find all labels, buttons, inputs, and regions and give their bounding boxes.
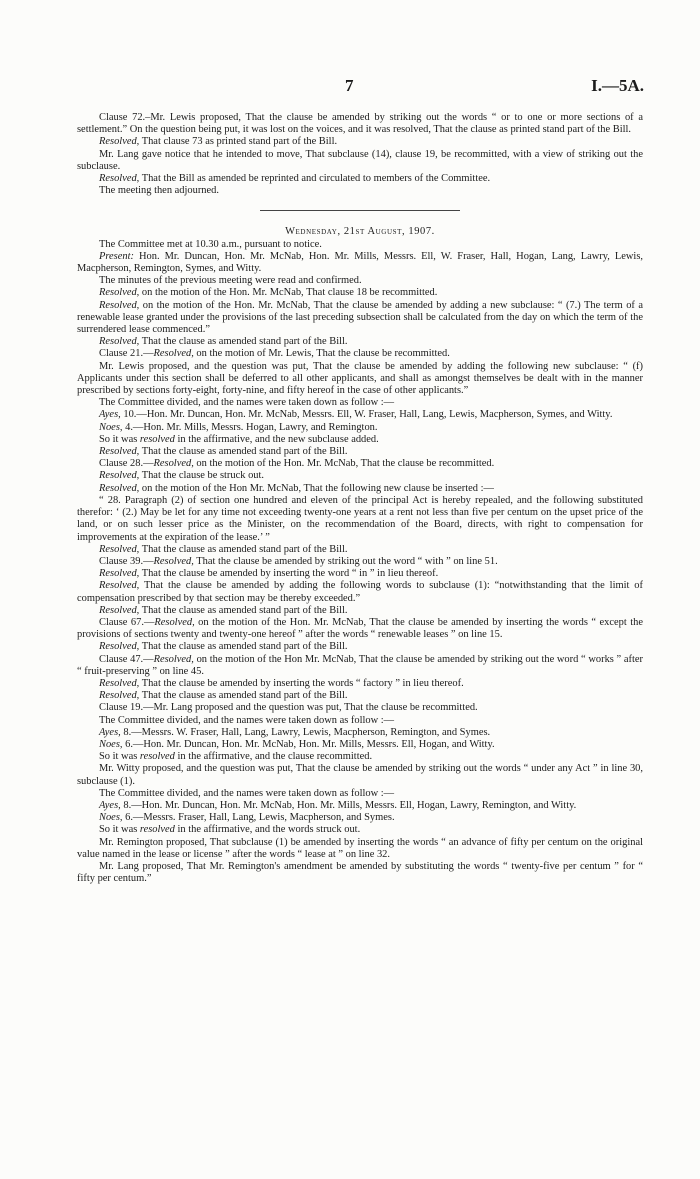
paragraph-italic-term: Present: bbox=[99, 250, 134, 262]
minute-paragraph bbox=[77, 397, 643, 409]
minute-paragraph bbox=[77, 434, 643, 446]
paragraph-italic-term: Resolved, bbox=[153, 555, 194, 567]
minute-paragraph bbox=[77, 837, 643, 861]
minute-paragraph bbox=[77, 458, 643, 470]
paragraph-lead: So it was bbox=[99, 751, 140, 763]
minute-paragraph bbox=[77, 727, 643, 739]
paragraph-text: That the clause as amended stand part of the Bill. bbox=[139, 641, 348, 653]
paragraph-text: on the motion of the Hon. Mr. McNab, That the clause be amended by inserting the words “ except the provisions of sections twenty and twenty-one hereof ” after the words “ renewable leases ” on line 15. bbox=[77, 616, 643, 641]
minute-paragraph bbox=[77, 495, 643, 544]
paragraph-text: 6.—Hon. Mr. Duncan, Hon. Mr. McNab, Hon. Mr. Mills, Messrs. Ell, Hogan, and Witty. bbox=[122, 738, 495, 750]
paragraph-lead: Clause 21.— bbox=[99, 348, 154, 360]
minute-paragraph bbox=[77, 275, 643, 287]
minute-paragraph bbox=[77, 422, 643, 434]
paragraph-lead: Clause 47.— bbox=[99, 653, 154, 665]
minute-paragraph bbox=[77, 300, 643, 337]
page-number: 7 bbox=[345, 76, 354, 95]
paragraph-italic-term: Resolved, bbox=[99, 690, 140, 702]
paragraph-text: That the clause as amended stand part of the Bill. bbox=[139, 336, 348, 348]
minute-paragraph bbox=[77, 136, 643, 148]
paragraph-text: Clause 72.–Mr. Lewis proposed, That the clause be amended by striking out the words “ or to one or more sections of a settlement.” On the question being put, it was lost on the voices, and it was resolved, That the clause as printed stand part of the Bill. bbox=[77, 112, 643, 136]
minute-paragraph bbox=[77, 824, 643, 836]
minute-paragraph bbox=[77, 544, 643, 556]
minute-paragraph bbox=[77, 617, 643, 641]
paragraph-text: 4.—Hon. Mr. Mills, Messrs. Hogan, Lawry, and Remington. bbox=[122, 421, 378, 433]
paragraph-text: Mr. Lang gave notice that he intended to move, That subclause (14), clause 19, be recommitted, with a view of striking out the subclause. bbox=[77, 148, 643, 172]
page-header bbox=[0, 76, 700, 98]
minute-paragraph bbox=[77, 287, 643, 299]
paragraph-text: 10.—Hon. Mr. Duncan, Hon. Mr. McNab, Messrs. Ell, W. Fraser, Hall, Lang, Lewis, Macpherson, Symes, and Witty. bbox=[120, 409, 613, 421]
paragraph-text: That the clause be amended by adding the following words to subclause (1): “notwithstanding that the limit of compensation prescribed by that section may be thereby exceeded.” bbox=[77, 580, 643, 604]
paragraph-lead: Clause 28.— bbox=[99, 458, 154, 470]
paragraph-italic-term: Resolved, bbox=[99, 136, 140, 148]
paragraph-italic-term: Resolved, bbox=[99, 336, 140, 348]
paragraph-text: The Committee divided, and the names were taken down as follow :— bbox=[99, 397, 395, 409]
paragraph-text: That the clause be struck out. bbox=[139, 470, 265, 482]
paragraph-italic-term: Resolved, bbox=[99, 568, 140, 580]
minute-paragraph bbox=[77, 678, 643, 690]
section-divider bbox=[260, 210, 460, 211]
paragraph-text: The Committee divided, and the names were taken down as follow :— bbox=[99, 787, 395, 799]
paragraph-italic-term: Resolved, bbox=[99, 470, 140, 482]
minute-paragraph bbox=[77, 446, 643, 458]
paragraph-text: That clause 73 as printed stand part of the Bill. bbox=[139, 136, 338, 148]
minute-paragraph bbox=[77, 715, 643, 727]
paragraph-text: Mr. Lewis proposed, and the question was put, That the clause be amended by adding the following new subclause: “ (f) Applicants under this section shall be deferred to all other applicants, and shall as amongst themselves be dealt with in the manner prescribed by sections forty-eight, forty-nine, and fifty hereof in the case of other applicants.” bbox=[77, 360, 643, 397]
paragraph-italic-term: Resolved, bbox=[99, 299, 140, 311]
minute-paragraph bbox=[77, 690, 643, 702]
minute-paragraph bbox=[77, 568, 643, 580]
paragraph-text: Mr. Witty proposed, and the question was put, That the clause be amended by striking out the words “ under any Act ” in line 30, subclause (1). bbox=[77, 763, 643, 787]
minute-paragraph bbox=[77, 861, 643, 885]
paragraph-text: on the motion of the Hon. Mr. McNab, That the clause be amended by adding a new subclause: “ (7.) The term of a renewable lease granted under the provisions of the last preceding subsection shall be calculated from the day on which the term of the surrendered lease commenced.” bbox=[77, 299, 643, 336]
paragraph-text: Mr. Remington proposed, That subclause (1) be amended by inserting the words “ an advance of fifty per centum on the original value named in the lease or license ” after the words “ lease at ” on line 32. bbox=[77, 836, 643, 860]
paragraph-text: 8.—Hon. Mr. Duncan, Hon. Mr. McNab, Hon. Mr. Mills, Messrs. Ell, Hogan, Lawry, Remington, and Witty. bbox=[120, 799, 577, 811]
paragraph-italic-term: Ayes, bbox=[99, 726, 121, 738]
minute-paragraph bbox=[77, 483, 643, 495]
minute-paragraph bbox=[77, 239, 643, 251]
paragraph-text: The Committee divided, and the names were taken down as follow :— bbox=[99, 714, 395, 726]
paragraph-italic-term: Ayes, bbox=[99, 409, 121, 421]
paragraph-text: That the clause as amended stand part of the Bill. bbox=[139, 690, 348, 702]
first-session-minutes bbox=[77, 112, 643, 197]
minute-paragraph bbox=[77, 409, 643, 421]
paragraph-italic-term: Resolved, bbox=[153, 348, 194, 360]
minute-paragraph bbox=[77, 112, 643, 136]
paragraph-italic-term: Noes, bbox=[99, 421, 123, 433]
paragraph-text: on the motion of the Hon. Mr. McNab, That clause 18 be recommitted. bbox=[139, 287, 438, 299]
minute-paragraph bbox=[77, 556, 643, 568]
minute-paragraph bbox=[77, 336, 643, 348]
paragraph-text: in the affirmative, and the words struck out. bbox=[174, 824, 361, 836]
paragraph-text: That the clause be amended by striking out the word “ with ” on line 51. bbox=[193, 555, 498, 567]
paragraph-text: That the clause be amended by inserting the word “ in ” in lieu thereof. bbox=[139, 568, 439, 580]
minute-paragraph bbox=[77, 361, 643, 398]
minute-paragraph bbox=[77, 739, 643, 751]
paragraph-italic-term: Resolved, bbox=[154, 616, 195, 628]
paragraph-text: on the motion of the Hon. Mr. McNab, That the clause be recommitted. bbox=[193, 458, 495, 470]
minute-paragraph bbox=[77, 812, 643, 824]
paragraph-text: That the clause as amended stand part of the Bill. bbox=[139, 543, 348, 555]
minute-paragraph bbox=[77, 149, 643, 173]
paragraph-text: in the affirmative, and the new subclause added. bbox=[174, 433, 379, 445]
second-session-minutes bbox=[77, 239, 643, 886]
paragraph-italic-term: Resolved, bbox=[99, 482, 140, 494]
paragraph-italic-term: Resolved, bbox=[99, 287, 140, 299]
paragraph-text: The meeting then adjourned. bbox=[99, 185, 219, 197]
minute-paragraph bbox=[77, 763, 643, 787]
paragraph-text: That the clause as amended stand part of the Bill. bbox=[139, 446, 348, 458]
paragraph-italic-term: resolved bbox=[139, 751, 175, 763]
minute-paragraph bbox=[77, 580, 643, 604]
paragraph-italic-term: resolved bbox=[139, 824, 175, 836]
paragraph-italic-term: Resolved, bbox=[99, 580, 140, 592]
paragraph-italic-term: Noes, bbox=[99, 738, 123, 750]
paragraph-italic-term: Resolved, bbox=[99, 543, 140, 555]
minute-paragraph bbox=[77, 251, 643, 275]
minute-paragraph bbox=[77, 173, 643, 185]
paragraph-italic-term: Resolved, bbox=[153, 458, 194, 470]
paragraph-text: That the Bill as amended be reprinted and circulated to members of the Committee. bbox=[139, 173, 491, 185]
minute-paragraph bbox=[77, 800, 643, 812]
date-heading bbox=[77, 226, 643, 238]
minute-paragraph bbox=[77, 751, 643, 763]
paragraph-text: 6.—Messrs. Fraser, Hall, Lang, Lewis, Macpherson, and Symes. bbox=[122, 812, 395, 824]
paragraph-text: on the motion of the Hon Mr. McNab, That the following new clause be inserted :— bbox=[139, 482, 494, 494]
paragraph-text: “ 28. Paragraph (2) of section one hundred and eleven of the principal Act is hereby repealed, and the following substituted therefor: ‘ (2.) May be let for any time not exceeding twenty-one years at a rent not less than five per centum on the upset price of the land, or on such lesser price as the Minister, on the recommendation of the Board, directs, with right to compensation for improvements at the expiration of the lease.’ ” bbox=[77, 494, 643, 543]
paragraph-italic-term: Resolved, bbox=[99, 677, 140, 689]
paper-reference: I.—5A. bbox=[591, 76, 644, 95]
minute-paragraph bbox=[77, 605, 643, 617]
paragraph-italic-term: Resolved, bbox=[99, 641, 140, 653]
minute-paragraph bbox=[77, 641, 643, 653]
date-heading-text: Wednesday, 21st August, 1907. bbox=[285, 226, 435, 238]
minute-paragraph bbox=[77, 788, 643, 800]
paragraph-text: That the clause be amended by inserting the words “ factory ” in lieu thereof. bbox=[139, 677, 464, 689]
paragraph-text: Mr. Lang proposed, That Mr. Remington's amendment be amended by substituting the words “ twenty-five per centum ” for “ fifty per centum.” bbox=[77, 860, 643, 885]
minute-paragraph bbox=[77, 185, 643, 197]
paragraph-text: That the clause as amended stand part of the Bill. bbox=[139, 604, 348, 616]
paragraph-italic-term: resolved bbox=[139, 433, 175, 445]
paragraph-italic-term: Resolved, bbox=[99, 446, 140, 458]
paragraph-text: on the motion of the Hon Mr. McNab, That the clause be amended by striking out the word “ works ” after “ fruit-preserving ” on line 45. bbox=[77, 653, 643, 677]
paragraph-text: Hon. Mr. Duncan, Hon. Mr. McNab, Hon. Mr. Mills, Messrs. Ell, W. Fraser, Hall, Hogan, Lang, Lawry, Lewis, Macpherson, Remington, Symes, and Witty. bbox=[77, 250, 643, 275]
minute-paragraph bbox=[77, 702, 643, 714]
minute-paragraph bbox=[77, 348, 643, 360]
paragraph-text: in the affirmative, and the clause recommitted. bbox=[174, 751, 373, 763]
paragraph-italic-term: Ayes, bbox=[99, 799, 121, 811]
paragraph-text: 8.—Messrs. W. Fraser, Hall, Lang, Lawry, Lewis, Macpherson, Remington, and Symes. bbox=[120, 726, 491, 738]
paragraph-lead: Clause 39.— bbox=[99, 555, 154, 567]
paragraph-text: on the motion of Mr. Lewis, That the clause be recommitted. bbox=[193, 348, 450, 360]
paragraph-text: The Committee met at 10.30 a.m., pursuant to notice. bbox=[99, 238, 322, 250]
paragraph-italic-term: Resolved, bbox=[99, 173, 140, 185]
paragraph-italic-term: Noes, bbox=[99, 812, 123, 824]
minute-paragraph bbox=[77, 654, 643, 678]
paragraph-text: Clause 19.—Mr. Lang proposed and the question was put, That the clause be recommitted. bbox=[99, 702, 478, 714]
paragraph-lead: So it was bbox=[99, 824, 140, 836]
paragraph-italic-term: Resolved, bbox=[99, 604, 140, 616]
paragraph-lead: So it was bbox=[99, 433, 140, 445]
document-body bbox=[77, 112, 643, 885]
paragraph-text: The minutes of the previous meeting were read and confirmed. bbox=[99, 275, 362, 287]
paragraph-lead: Clause 67.— bbox=[99, 616, 155, 628]
paragraph-italic-term: Resolved, bbox=[153, 653, 194, 665]
minute-paragraph bbox=[77, 470, 643, 482]
